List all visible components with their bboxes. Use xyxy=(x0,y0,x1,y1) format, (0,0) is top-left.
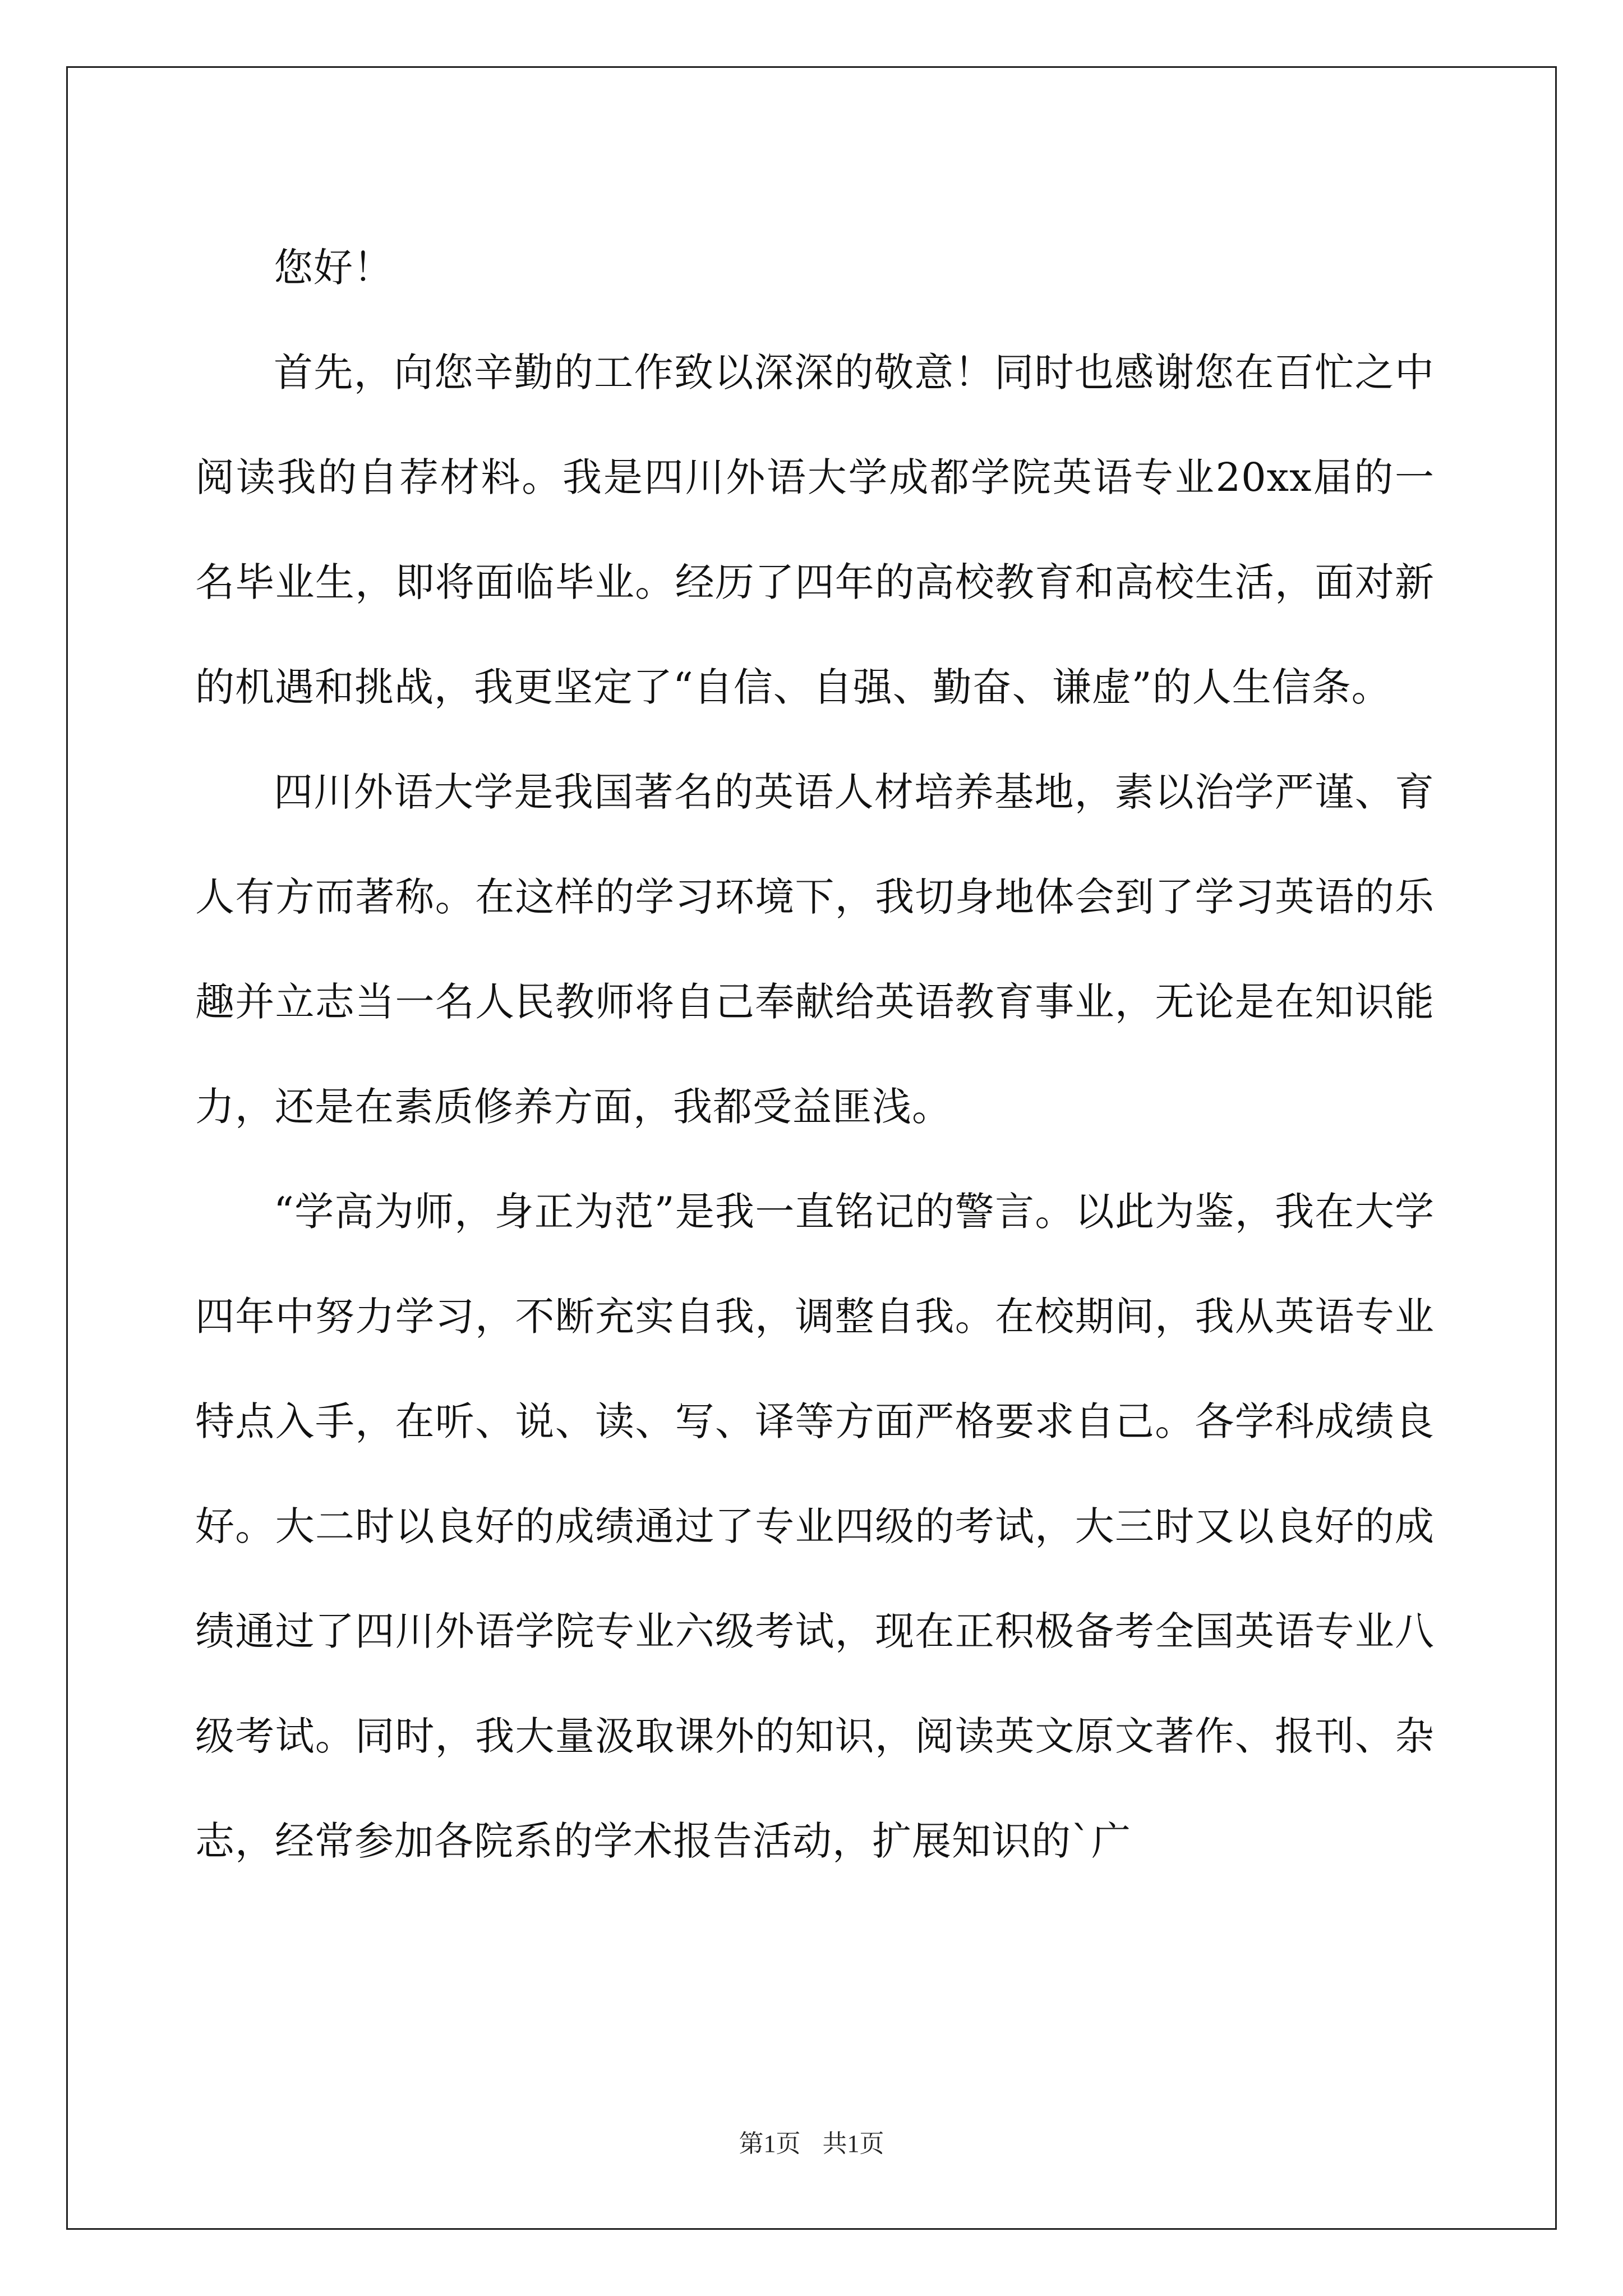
page-number: 第1页 xyxy=(739,2130,801,2157)
letter-body xyxy=(195,215,1435,1894)
page-count: 共1页 xyxy=(822,2130,884,2157)
paragraph-2: 四川外语大学是我国著名的英语人材培养基地，素以治学严谨、育人有方而著称。在这样的学习环境下，我切身地体会到了学习英语的乐趣并立志当一名人民教师将自己奉献给英语教育事业，无论是在知识能力，还是在素质修养方面，我都受益匪浅。 xyxy=(195,769,1435,1130)
page-footer xyxy=(0,2123,1623,2159)
greeting: 您好！ xyxy=(274,245,393,291)
paragraph-3: “学高为师，身正为范”是我一直铭记的警言。以此为鉴，我在大学四年中努力学习，不断充实自我，调整自我。在校期间，我从英语专业特点入手，在听、说、读、写、译等方面严格要求自己。各学科成绩良好。大二时以良好的成绩通过了专业四级的考试，大三时又以良好的成绩通过了四川外语学院专业六级考试，现在正积极备考全国英语专业八级考试。同时，我大量汲取课外的知识，阅读英文原文著作、报刊、杂志，经常参加各院系的学术报告活动，扩展知识的`广 xyxy=(195,1189,1435,1864)
paragraph-1: 首先，向您辛勤的工作致以深深的敬意！同时也感谢您在百忙之中阅读我的自荐材料。我是四川外语大学成都学院英语专业20xx届的一名毕业生，即将面临毕业。经历了四年的高校教育和高校生活，面对新的机遇和挑战，我更坚定了“自信、自强、勤奋、谦虚”的人生信条。 xyxy=(195,349,1435,710)
